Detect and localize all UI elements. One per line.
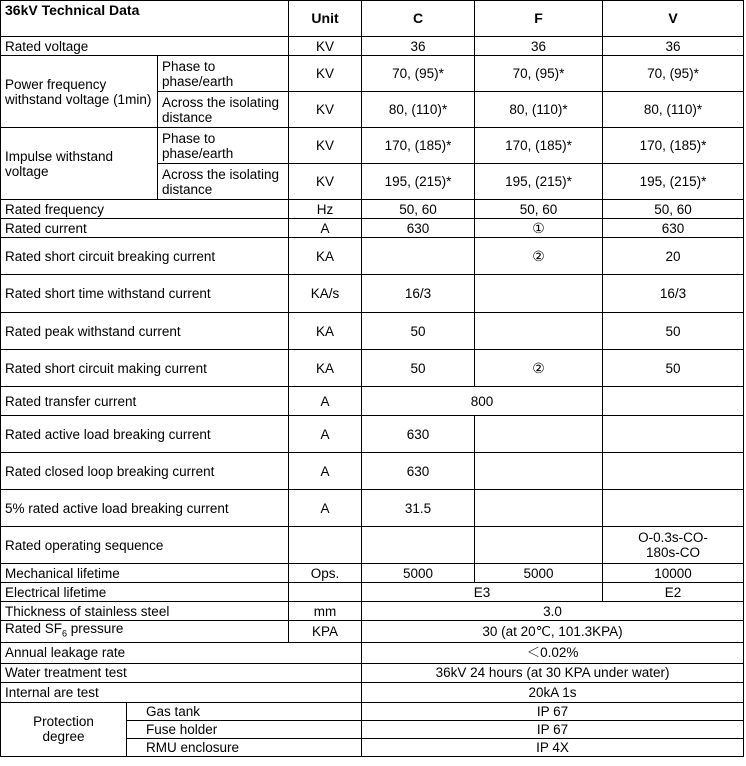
value-cell: 3.0 — [362, 602, 744, 621]
row-op-sequence — [1, 527, 744, 564]
f-cell: 5000 — [475, 564, 603, 583]
f-cell-note-1: ① — [475, 219, 603, 238]
sub-label: Gas tank — [127, 702, 362, 720]
value-cell: IP 67 — [362, 702, 744, 720]
row-label: Rated short circuit breaking current — [1, 238, 289, 275]
v-cell — [603, 416, 744, 453]
f-cell: 36 — [475, 37, 603, 56]
row-label: Rated short circuit making current — [1, 350, 289, 387]
row-peak — [1, 313, 744, 350]
v-cell: 630 — [603, 219, 744, 238]
row-impulse-phase — [1, 128, 744, 164]
f-cell: 80, (110)* — [475, 92, 603, 128]
v-cell — [603, 453, 744, 490]
c-cell: 70, (95)* — [362, 56, 475, 92]
row-rated-voltage — [1, 37, 744, 56]
row-label: Rated voltage — [1, 37, 289, 56]
v-cell: 50, 60 — [603, 200, 744, 219]
row-rated-current — [1, 219, 744, 238]
row-label: Internal are test — [1, 682, 362, 702]
f-cell-note-2: ② — [475, 238, 603, 275]
row-active-load — [1, 416, 744, 453]
c-cell: 170, (185)* — [362, 128, 475, 164]
unit-cell: KA — [289, 350, 362, 387]
table-title: 36kV Technical Data — [1, 1, 289, 37]
c-cell: 16/3 — [362, 275, 475, 313]
f-cell: 50, 60 — [475, 200, 603, 219]
unit-cell: KPA — [289, 621, 362, 643]
f-cell: 195, (215)* — [475, 164, 603, 200]
unit-cell: mm — [289, 602, 362, 621]
value-cell: IP 67 — [362, 720, 744, 738]
c-header: C — [362, 1, 475, 37]
value-cell: IP 4X — [362, 738, 744, 756]
v-cell: 10000 — [603, 564, 744, 583]
label-pre: Rated SF — [5, 621, 63, 636]
group-label: Power frequency withstand voltage (1min) — [1, 56, 158, 128]
row-power-freq-phase — [1, 56, 744, 92]
f-cell — [475, 527, 603, 564]
row-label: Rated current — [1, 219, 289, 238]
sub-label: RMU enclosure — [127, 738, 362, 756]
unit-cell — [289, 583, 362, 602]
c-cell: 80, (110)* — [362, 92, 475, 128]
v-cell: 50 — [603, 313, 744, 350]
row-mech-life — [1, 564, 744, 583]
unit-header: Unit — [289, 1, 362, 37]
unit-cell: A — [289, 219, 362, 238]
v-header: V — [603, 1, 744, 37]
row-sf6 — [1, 621, 744, 643]
row-short-time — [1, 275, 744, 313]
row-transfer — [1, 387, 744, 416]
unit-cell: KV — [289, 56, 362, 92]
label-post: pressure — [67, 621, 124, 636]
unit-cell: A — [289, 490, 362, 527]
unit-cell: KA — [289, 238, 362, 275]
c-cell: 630 — [362, 453, 475, 490]
row-rated-frequency — [1, 200, 744, 219]
value-cell: 30 (at 20℃, 101.3KPA) — [362, 621, 744, 643]
row-label: Thickness of stainless steel — [1, 602, 289, 621]
header-row — [1, 1, 744, 37]
sub-label: Fuse holder — [127, 720, 362, 738]
value-cell: 36kV 24 hours (at 30 KPA under water) — [362, 663, 744, 682]
group-label: Impulse withstand voltage — [1, 128, 158, 200]
unit-cell: A — [289, 416, 362, 453]
row-internal — [1, 682, 744, 702]
v-cell: 195, (215)* — [603, 164, 744, 200]
row-label: Rated short time withstand current — [1, 275, 289, 313]
unit-cell: KA/s — [289, 275, 362, 313]
sub-label: Across the isolating distance — [158, 92, 289, 128]
row-steel — [1, 602, 744, 621]
v-cell: 16/3 — [603, 275, 744, 313]
v-cell: O-0.3s-CO-180s-CO — [603, 527, 744, 564]
row-label: Annual leakage rate — [1, 642, 362, 663]
c-cell — [362, 238, 475, 275]
row-label: 5% rated active load breaking current — [1, 490, 289, 527]
c-cell: 31.5 — [362, 490, 475, 527]
unit-cell: KV — [289, 164, 362, 200]
row-label: Rated frequency — [1, 200, 289, 219]
c-cell: 50 — [362, 313, 475, 350]
f-cell — [475, 453, 603, 490]
unit-cell: A — [289, 387, 362, 416]
row-elec-life — [1, 583, 744, 602]
row-label: Rated operating sequence — [1, 527, 289, 564]
c-cell: 50 — [362, 350, 475, 387]
f-cell — [475, 490, 603, 527]
v-cell — [603, 490, 744, 527]
row-label: Rated transfer current — [1, 387, 289, 416]
f-cell — [475, 416, 603, 453]
row-label: Electrical lifetime — [1, 583, 289, 602]
row-label: Rated active load breaking current — [1, 416, 289, 453]
label-sub: 6 — [62, 628, 68, 639]
unit-cell: A — [289, 453, 362, 490]
row-sc-making — [1, 350, 744, 387]
row-water — [1, 663, 744, 682]
cf-cell: E3 — [362, 583, 603, 602]
value-cell: 20kA 1s — [362, 682, 744, 702]
c-cell: 36 — [362, 37, 475, 56]
unit-cell: KV — [289, 37, 362, 56]
row-label — [1, 621, 289, 643]
cf-cell: 800 — [362, 387, 603, 416]
f-header: F — [475, 1, 603, 37]
v-cell: 20 — [603, 238, 744, 275]
c-cell: 630 — [362, 219, 475, 238]
value-cell: ＜0.02% — [362, 642, 744, 663]
unit-cell: KA — [289, 313, 362, 350]
v-cell: 70, (95)* — [603, 56, 744, 92]
protection-label: Protection degree — [1, 702, 127, 756]
f-cell — [475, 313, 603, 350]
c-cell: 630 — [362, 416, 475, 453]
sub-label: Across the isolating distance — [158, 164, 289, 200]
f-cell — [475, 275, 603, 313]
row-leakage — [1, 642, 744, 663]
unit-cell: KV — [289, 128, 362, 164]
v-cell: E2 — [603, 583, 744, 602]
unit-cell: Hz — [289, 200, 362, 219]
c-cell: 195, (215)* — [362, 164, 475, 200]
v-cell: 50 — [603, 350, 744, 387]
row-label: Rated closed loop breaking current — [1, 453, 289, 490]
row-closed-loop — [1, 453, 744, 490]
v-cell — [603, 387, 744, 416]
v-cell: 36 — [603, 37, 744, 56]
sub-label: Phase to phase/earth — [158, 56, 289, 92]
row-sc-breaking — [1, 238, 744, 275]
row-label: Rated peak withstand current — [1, 313, 289, 350]
unit-cell — [289, 527, 362, 564]
unit-cell: Ops. — [289, 564, 362, 583]
sub-label: Phase to phase/earth — [158, 128, 289, 164]
f-cell: 170, (185)* — [475, 128, 603, 164]
row-label: Mechanical lifetime — [1, 564, 289, 583]
row-label: Water treatment test — [1, 663, 362, 682]
v-cell: 80, (110)* — [603, 92, 744, 128]
f-cell-note-2: ② — [475, 350, 603, 387]
row-five-pct — [1, 490, 744, 527]
f-cell: 70, (95)* — [475, 56, 603, 92]
row-protection-gas — [1, 702, 744, 720]
v-cell: 170, (185)* — [603, 128, 744, 164]
c-cell — [362, 527, 475, 564]
c-cell: 5000 — [362, 564, 475, 583]
c-cell: 50, 60 — [362, 200, 475, 219]
unit-cell: KV — [289, 92, 362, 128]
